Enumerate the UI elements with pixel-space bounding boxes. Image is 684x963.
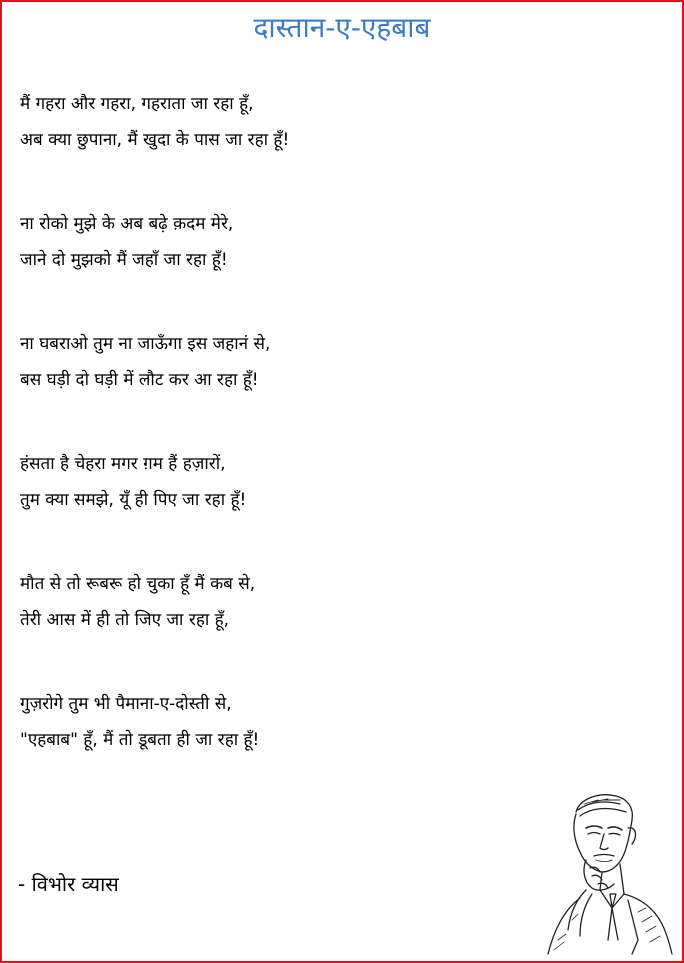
stanza-3 [20, 326, 270, 398]
poem-line: तुम क्या समझे, यूँ ही पिए जा रहा हूँ! [20, 490, 247, 510]
stanza-4 [20, 446, 246, 518]
stanza-6 [20, 686, 259, 758]
stanza-1 [20, 86, 289, 158]
pensive-man-sketch-icon [528, 790, 680, 956]
poem-title: दास्तान-ए-एहबाब [253, 11, 431, 44]
poem-line: अब क्या छुपाना, मैं खुदा के पास जा रहा हूँ! [20, 130, 290, 150]
stanza-2 [20, 206, 233, 278]
poem-line: जाने दो मुझको मैं जहाँ जा रहा हूँ! [20, 250, 228, 270]
poem-line: ना रोको मुझे के अब बढ़े क़दम मेरे, [20, 214, 234, 234]
poem-line: मौत से तो रूबरू हो चुका हूँ मैं कब से, [20, 574, 256, 594]
poem-line: हंसता है चेहरा मगर ग़म हैं हज़ारों, [20, 454, 226, 474]
poem-line: गुज़रोगे तुम भी पैमाना-ए-दोस्ती से, [20, 694, 232, 714]
poem-line: मैं गहरा और गहरा, गहराता जा रहा हूँ, [20, 94, 254, 114]
poem-line: "एहबाब" हूँ, मैं तो डूबता ही जा रहा हूँ! [20, 730, 260, 750]
stanza-5 [20, 566, 255, 638]
poem-line: तेरी आस में ही तो जिए जा रहा हूँ, [20, 610, 230, 630]
poem-line: बस घड़ी दो घड़ी में लौट कर आ रहा हूँ! [20, 370, 259, 390]
author-signature: - विभोर व्यास [18, 872, 119, 896]
poem-line: ना घबराओ तुम ना जाऊँगा इस जहानं से, [20, 334, 271, 354]
